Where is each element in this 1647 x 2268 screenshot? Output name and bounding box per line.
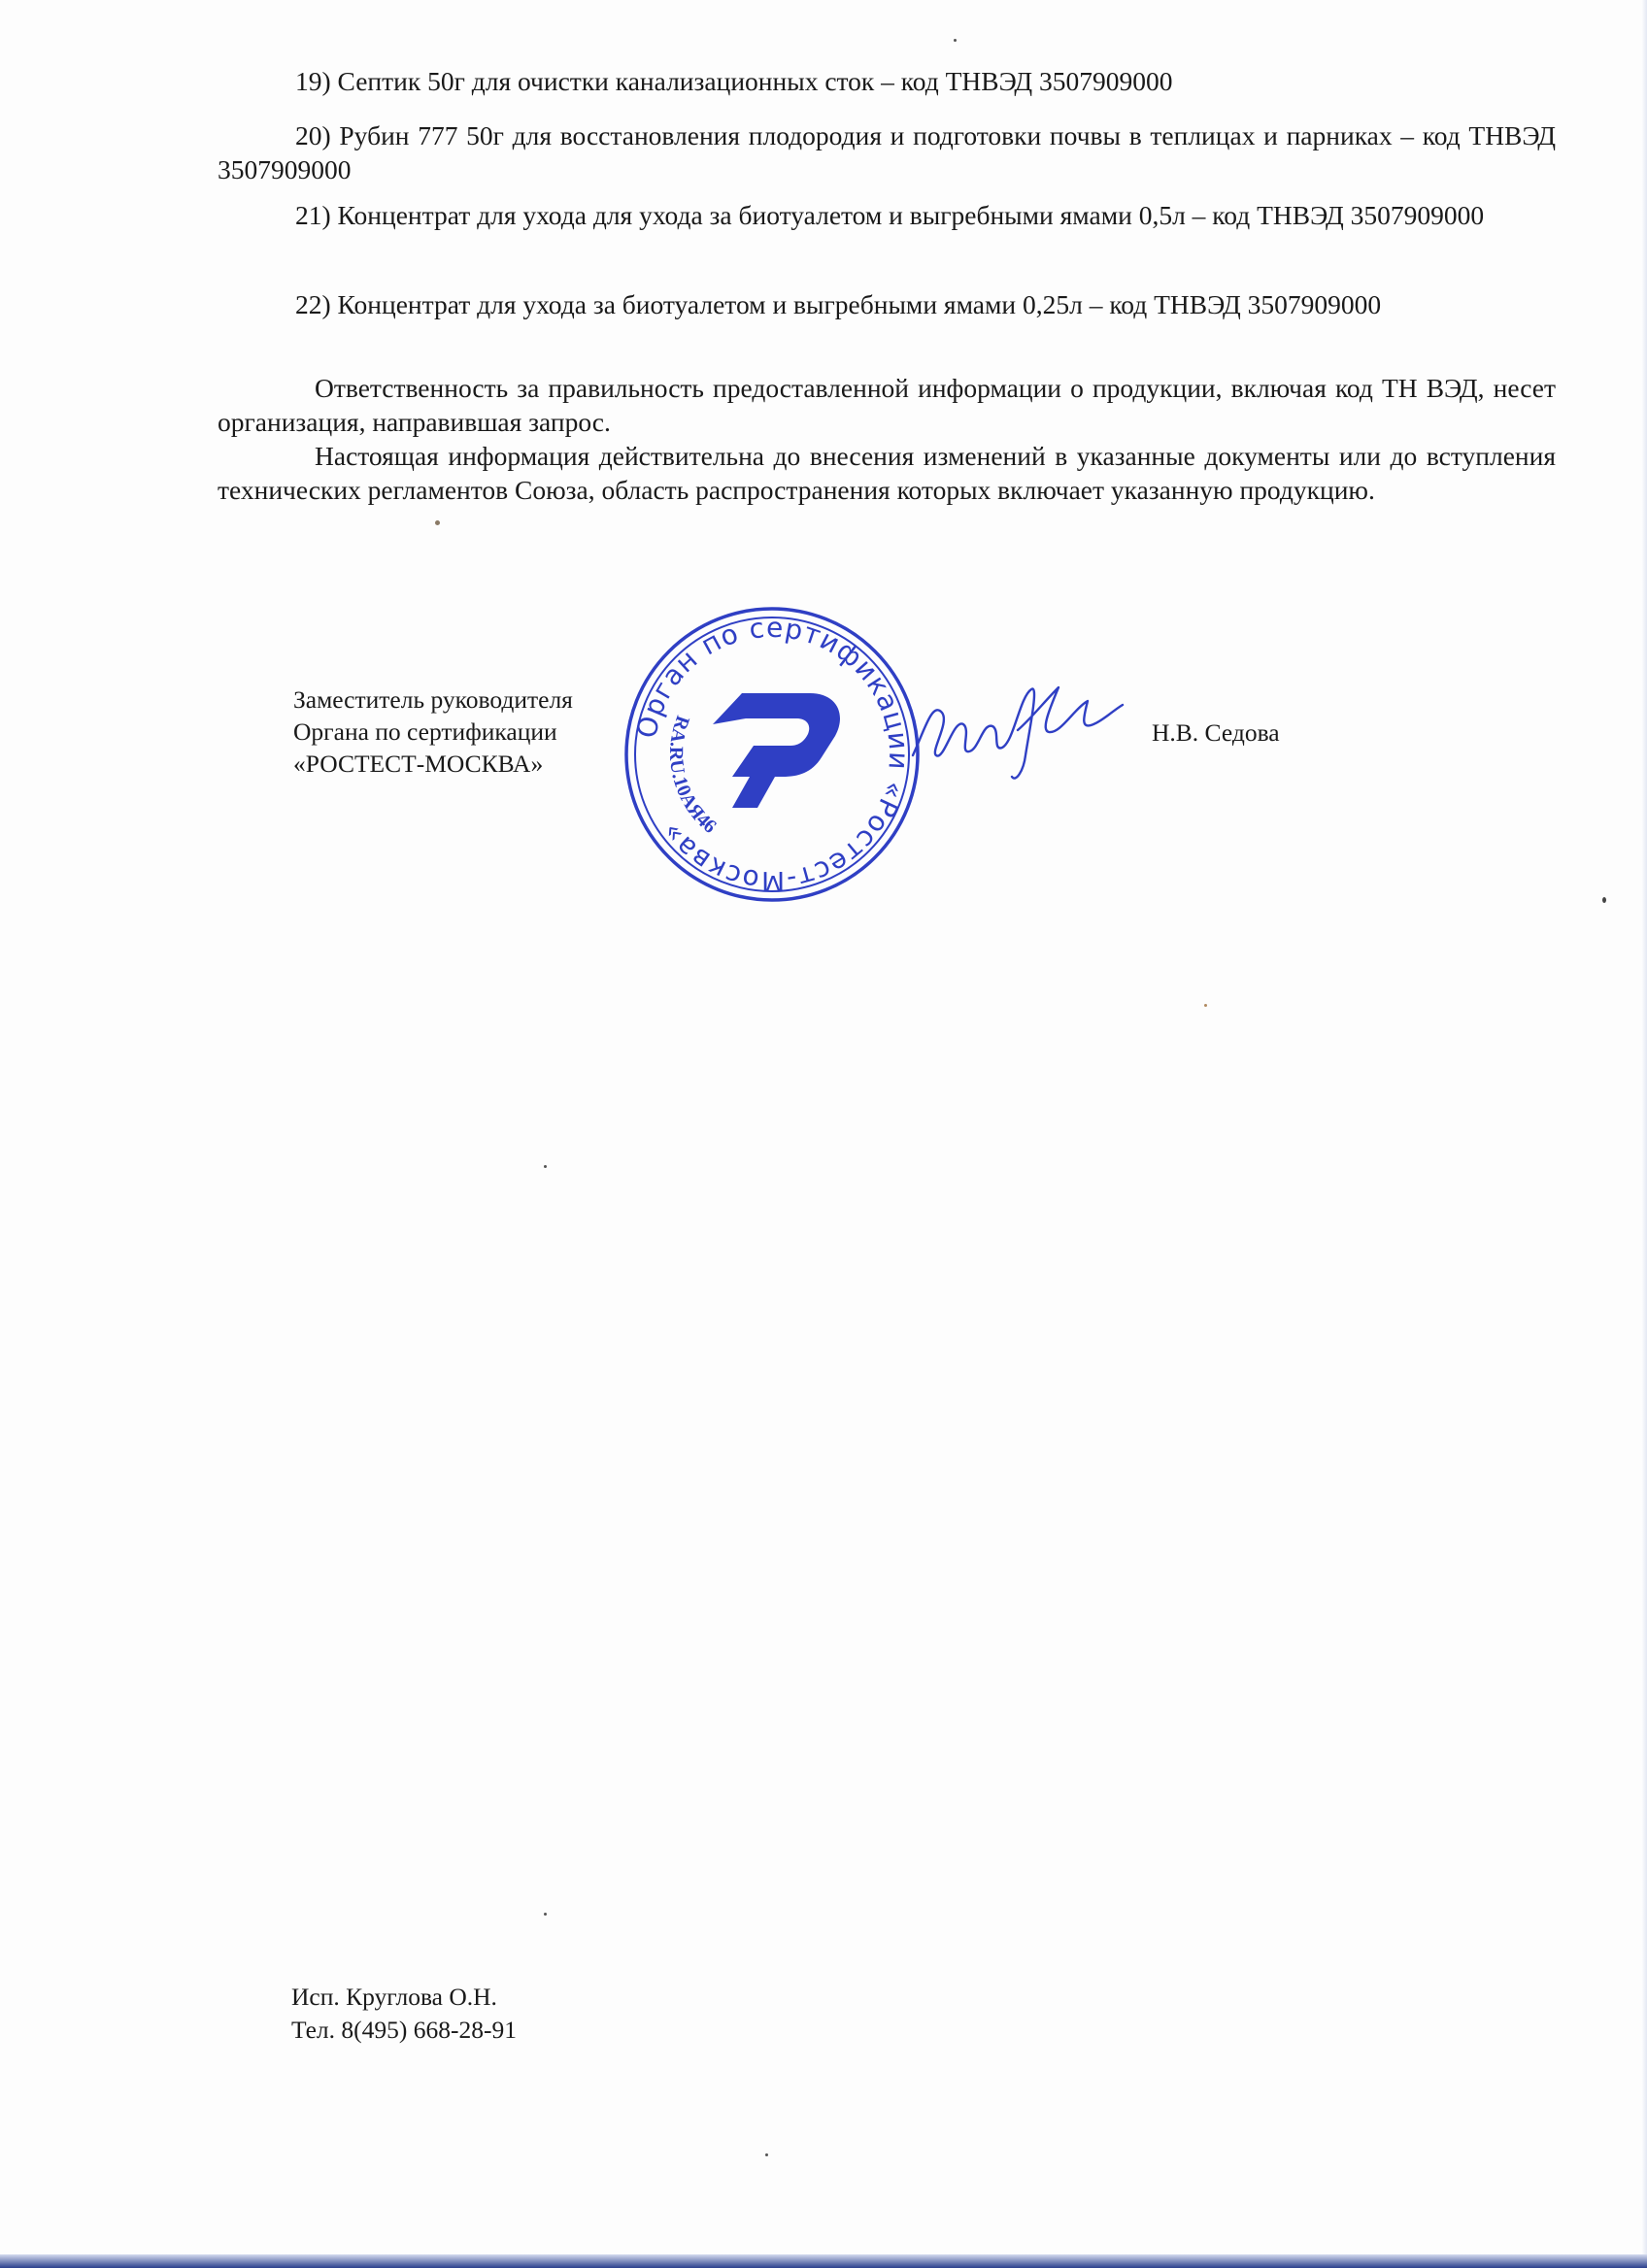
validity-paragraph: Настоящая информация действительна до внесения изменений в указанные документы или до вступления технических регламентов Союза, область распространения которых включает указанную продукцию. xyxy=(218,441,1556,505)
item-number: 20) xyxy=(295,120,331,150)
scan-speck xyxy=(544,1913,547,1916)
item-number: 21) xyxy=(295,200,331,230)
signatory-title xyxy=(293,684,573,780)
stamp-outer-text: Орган по сертификации «Ростест-Москва» xyxy=(630,611,916,898)
footer-contacts xyxy=(291,1981,517,2047)
scan-speck xyxy=(954,39,957,42)
item-text: Концентрат для ухода за биотуалетом и выгребными ямами 0,25л – код ТНВЭД 3507909000 xyxy=(337,289,1382,319)
rostest-logo-icon xyxy=(711,693,840,808)
list-item xyxy=(218,118,1556,186)
signatory-title-line: Заместитель руководителя xyxy=(293,685,573,714)
scan-speck xyxy=(435,520,440,525)
item-number: 22) xyxy=(295,289,331,319)
item-number: 19) xyxy=(295,66,331,96)
scan-edge-bottom xyxy=(0,2254,1647,2268)
responsibility-paragraph: Ответственность за правильность предоставленной информации о продукции, включая код ТН ВЭД, несет организация, направившая запрос. xyxy=(218,373,1556,437)
scan-edge-right xyxy=(1641,0,1647,2268)
certification-stamp xyxy=(618,600,926,909)
scan-speck xyxy=(544,1165,547,1168)
list-item xyxy=(218,198,1556,232)
item-text: Концентрат для ухода для ухода за биотуалетом и выгребными ямами 0,5л – код ТНВЭД 3507909000 xyxy=(337,200,1485,230)
item-text: Рубин 777 50г для восстановления плодородия и подготовки почвы в теплицах и парниках – код ТНВЭД 3507909000 xyxy=(218,120,1556,184)
signatory-name: Н.В. Седова xyxy=(1152,718,1280,747)
scan-speck xyxy=(765,2153,768,2156)
scan-speck xyxy=(1204,1004,1207,1007)
item-text: Септик 50г для очистки канализационных сток – код ТНВЭД 3507909000 xyxy=(337,66,1173,96)
handwritten-signature xyxy=(903,662,1126,788)
list-item xyxy=(218,287,1556,321)
executor-name: Исп. Круглова О.Н. xyxy=(291,1983,497,2011)
executor-phone: Тел. 8(495) 668-28-91 xyxy=(291,2016,517,2044)
stamp-code: RA.RU.10АЯ46 xyxy=(665,713,721,838)
list-item xyxy=(218,64,1556,98)
signatory-title-line: Органа по сертификации xyxy=(293,717,557,746)
scan-speck xyxy=(1602,897,1606,903)
signatory-title-line: «РОСТЕСТ-МОСКВА» xyxy=(293,750,544,778)
